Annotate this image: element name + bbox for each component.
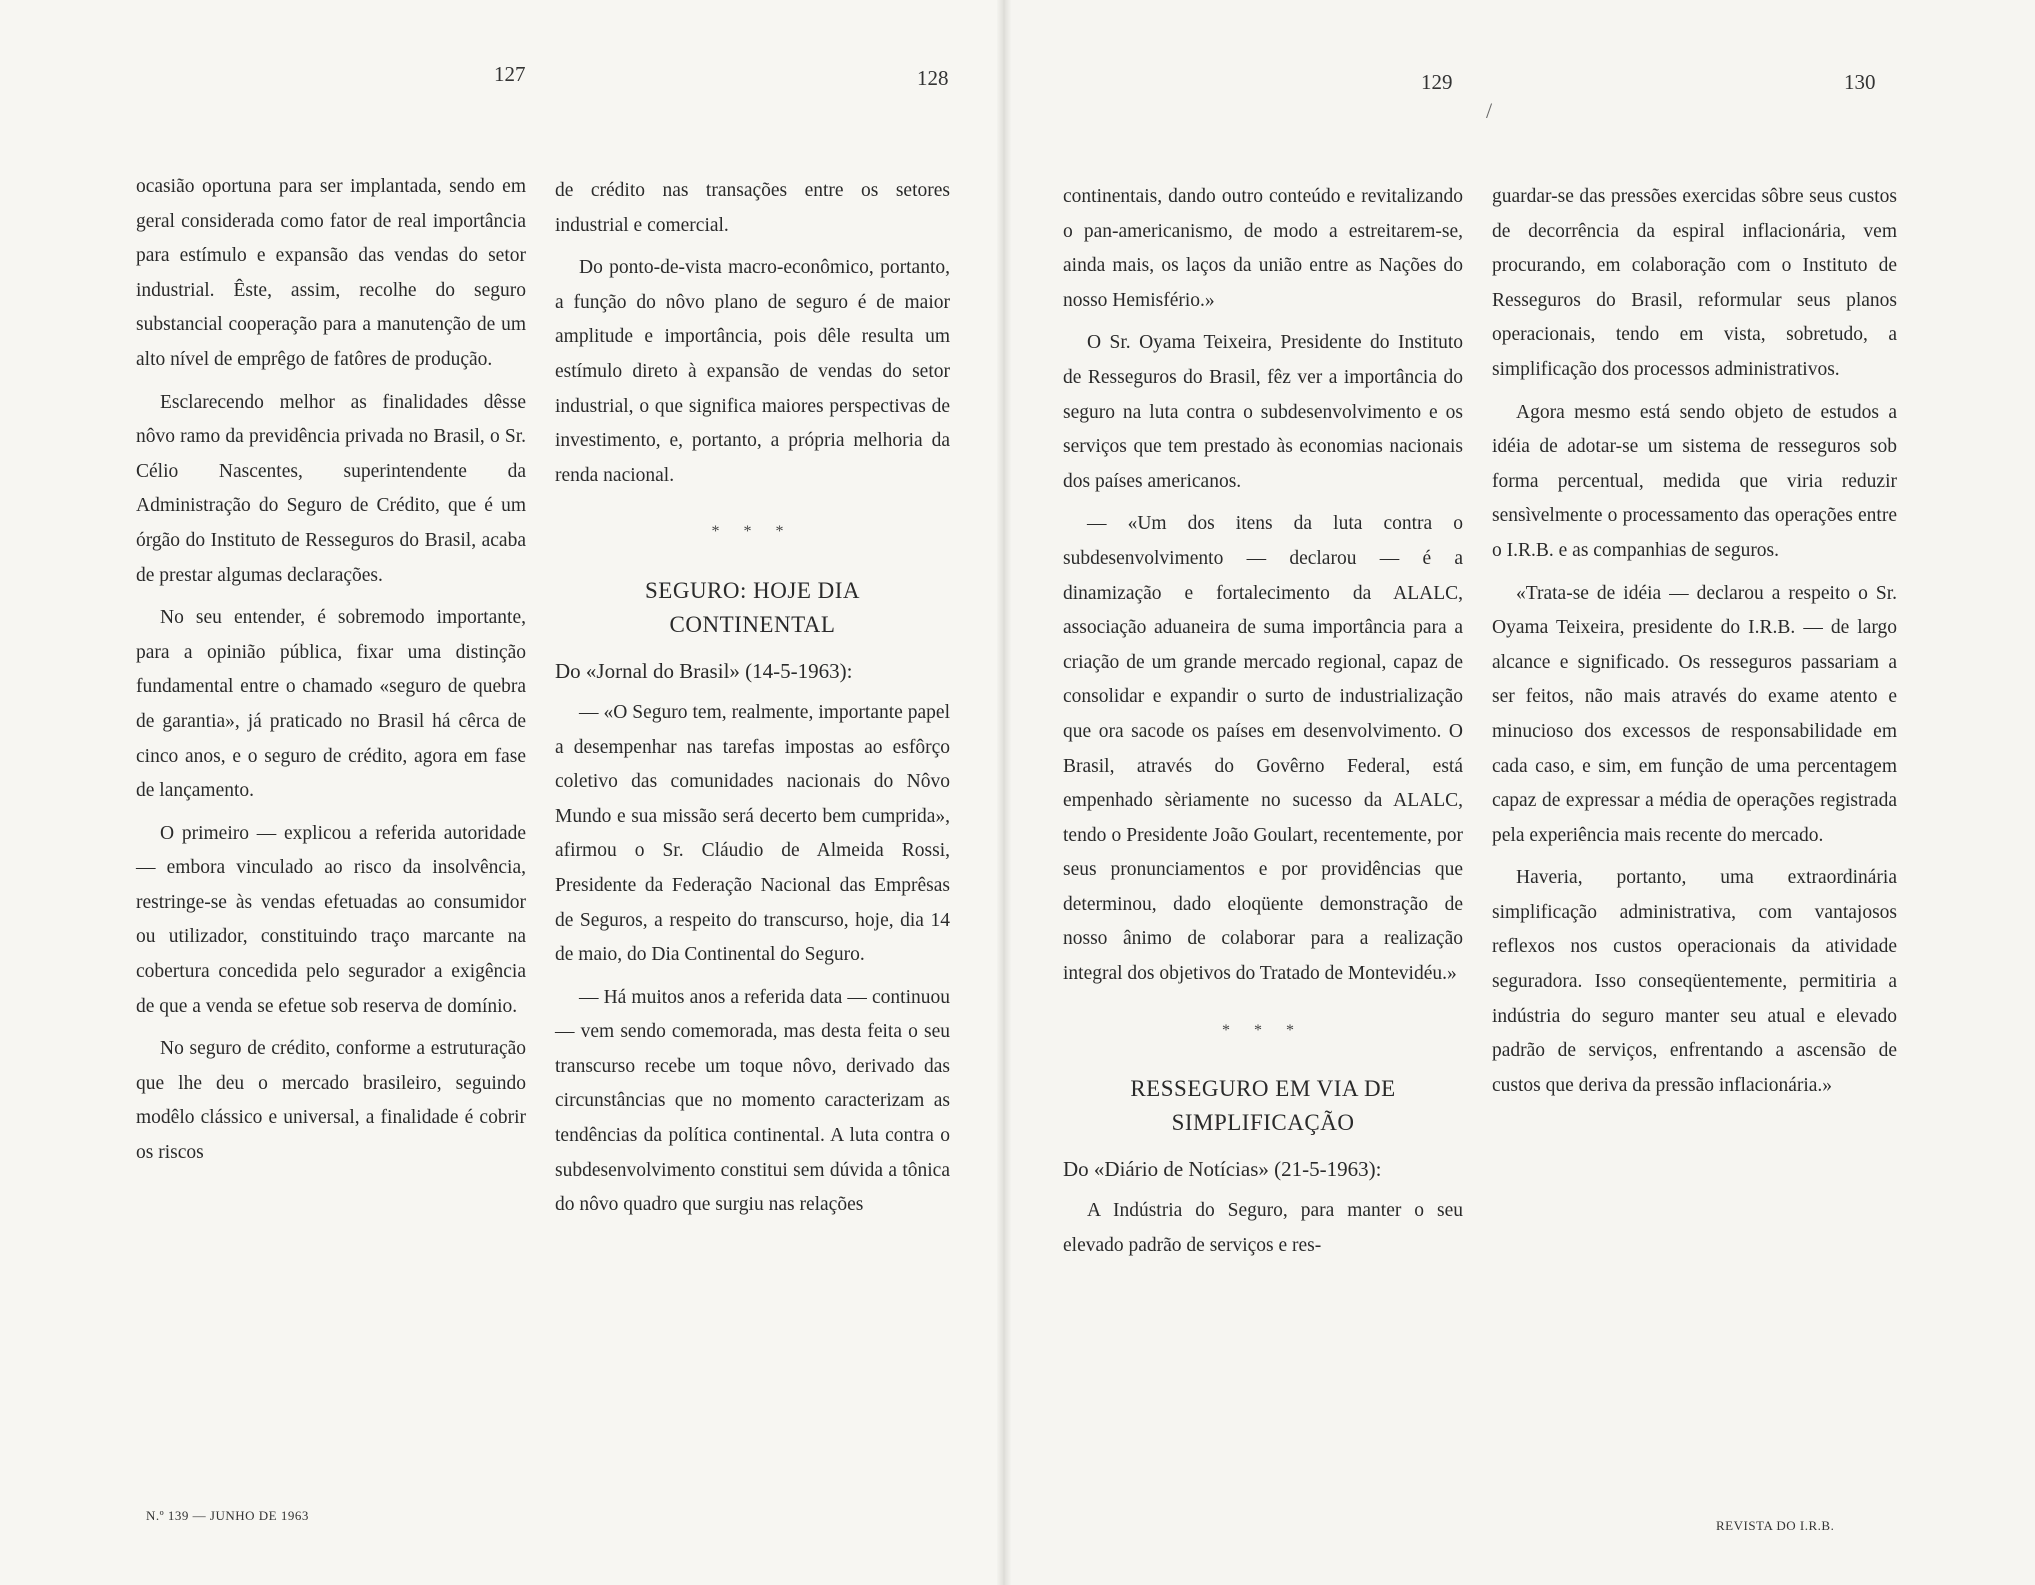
paragraph: No seguro de crédito, conforme a estruturação que lhe deu o mercado brasileiro, seguindo modêlo clássico e universal, a finalidade é cobrir os riscos (136, 1038, 526, 1164)
heading-line: SIMPLIFICAÇÃO (1171, 1110, 1355, 1136)
column-2 (555, 174, 950, 1231)
heading-line: RESSEGURO EM VIA DE (1130, 1076, 1396, 1102)
paragraph: «Trata-se de idéia — declarou a respeito o Sr. Oyama Teixeira, presidente do I.R.B. — de largo alcance e significado. Os resseguros passariam a ser feitos, não mais através do exame atento e minucioso dos excessos de responsabilidade em cada caso, e sim, em função de uma percentagem capaz de expressar a média de operações registrada pela experiência mais recente do mercado. (1492, 582, 1897, 846)
paragraph: Do ponto-de-vista macro-econômico, portanto, a função do nôvo plano de seguro é de maior amplitude e importância, pois dêle resulta um estímulo direto à expansão de vendas do setor industrial, o que significa maiores perspectivas de investimento, e, portanto, a própria melhoria da renda nacional. (555, 257, 950, 486)
pen-mark-icon: / (1486, 98, 1493, 123)
paragraph: — Há muitos anos a referida data — continuou — vem sendo comemorada, mas desta feita o seu transcurso recebe um toque nôvo, derivado das circunstâncias que no momento caracterizam as tendências da política continental. A luta contra o subdesenvolvimento constitui sem dúvida a tônica do nôvo quadro que surgiu nas relações (555, 986, 950, 1216)
paragraph: No seu entender, é sobremodo importante, para a opinião pública, fixar uma distinção fundamental entre o chamado «seguro de quebra de garantia», já praticado no Brasil há cêrca de cinco anos, e o seguro de crédito, agora em fase de lançamento. (136, 607, 526, 802)
page-number-128: 128 (917, 66, 949, 90)
column-3 (1063, 180, 1463, 1271)
paragraph: — «Um dos itens da luta contra o subdesenvolvimento — declarou — é a dinamização e fortalecimento da ALALC, associação aduaneira de suma importância para a criação de um grande mercado regional, capaz de consolidar e expandir o surto de industrialização que ora sacode os países em desenvolvimento. O Brasil, através do Govêrno Federal, está empenhado sèriamente no sucesso da ALALC, tendo o Presidente João Goulart, recentemente, por seus pronunciamentos e por providências que determinou, dado eloqüente demonstração de nosso ânimo de colaborar para a realização integral dos objetivos do Tratado de Montevidéu.» (1063, 513, 1463, 985)
paragraph: O Sr. Oyama Teixeira, Presidente do Instituto de Resseguros do Brasil, fêz ver a importância do seguro na luta contra o subdesenvolvimento e os serviços que tem prestado às economias nacionais dos países americanos. (1063, 332, 1463, 492)
paragraph: continentais, dando outro conteúdo e revitalizando o pan-americanismo, de modo a estreitarem-se, ainda mais, os laços da união entre as Nações do nosso Hemisfério.» (1063, 186, 1463, 311)
column-1 (136, 170, 526, 1179)
paragraph: Agora mesmo está sendo objeto de estudos a idéia de adotar-se um sistema de resseguros sob forma percentual, medida que viria reduzir sensìvelmente o processamento das operações entre o I.R.B. e as companhias de seguros. (1492, 401, 1897, 561)
section-heading (555, 574, 950, 642)
section-separator: * * * (711, 523, 794, 541)
paragraph: guardar-se das pressões exercidas sôbre seus custos de decorrência da espiral inflacionária, vem procurando, em colaboração com o Instituto de Resseguros do Brasil, reformular seus planos operacionais, tendo em vista, sobretudo, a simplificação dos processos administrativos. (1492, 186, 1897, 380)
section-heading (1063, 1072, 1463, 1140)
footer-issue: N.º 139 — JUNHO DE 1963 (146, 1508, 309, 1523)
paragraph: de crédito nas transações entre os setores industrial e comercial. (555, 180, 950, 236)
source-citation: Do «Diário de Notícias» (21-5-1963): (1063, 1157, 1382, 1182)
paragraph: A Indústria do Seguro, para manter o seu elevado padrão de serviços e res- (1063, 1200, 1463, 1256)
book-gutter (997, 0, 1011, 1585)
heading-line: SEGURO: HOJE DIA (645, 577, 860, 603)
heading-line: CONTINENTAL (669, 611, 836, 637)
page-number-127: 127 (494, 62, 526, 86)
paragraph: Esclarecendo melhor as finalidades dêsse nôvo ramo da previdência privada no Brasil, o Sr. Célio Nascentes, superintendente da Administração do Seguro de Crédito, que é um órgão do Instituto de Resseguros do Brasil, acaba de prestar algumas declarações. (136, 391, 526, 586)
section-separator: * * * (1222, 1021, 1304, 1039)
column-4 (1492, 180, 1897, 1111)
source-citation: Do «Jornal do Brasil» (14-5-1963): (555, 658, 853, 683)
paragraph: Haveria, portanto, uma extraordinária simplificação administrativa, com vantajosos reflexos nos custos operacionais da atividade seguradora. Isso conseqüentemente, permitiria a indústria do seguro manter seu atual e elevado padrão de serviços, enfrentando a ascensão de custos que deriva da pressão inflacionária.» (1492, 867, 1897, 1096)
paragraph: — «O Seguro tem, realmente, importante papel a desempenhar nas tarefas impostas ao esfôrço coletivo das comunidades nacionais do Nôvo Mundo e sua missão será decerto bem cumprida», afirmou o Sr. Cláudio de Almeida Rossi, Presidente da Federação Nacional das Emprêsas de Seguros, a respeito do transcurso, hoje, dia 14 de maio, do Dia Continental do Seguro. (555, 701, 950, 966)
footer-journal: REVISTA DO I.R.B. (1716, 1518, 1835, 1533)
paragraph: O primeiro — explicou a referida autoridade — embora vinculado ao risco da insolvência, restringe-se às vendas efetuadas ao consumidor ou utilizador, constituindo traço marcante na cobertura concedida pelo segurador a exigência de que a venda se efetue sob reserva de domínio. (136, 822, 526, 1017)
page-number-129: 129 (1421, 70, 1453, 94)
page-number-130: 130 (1844, 70, 1876, 94)
paragraph: ocasião oportuna para ser implantada, sendo em geral considerada como fator de real importância para estímulo e expansão das vendas do setor industrial. Êste, assim, recolhe do seguro substancial cooperação para a manutenção de um alto nível de emprêgo de fatôres de produção. (136, 176, 526, 370)
